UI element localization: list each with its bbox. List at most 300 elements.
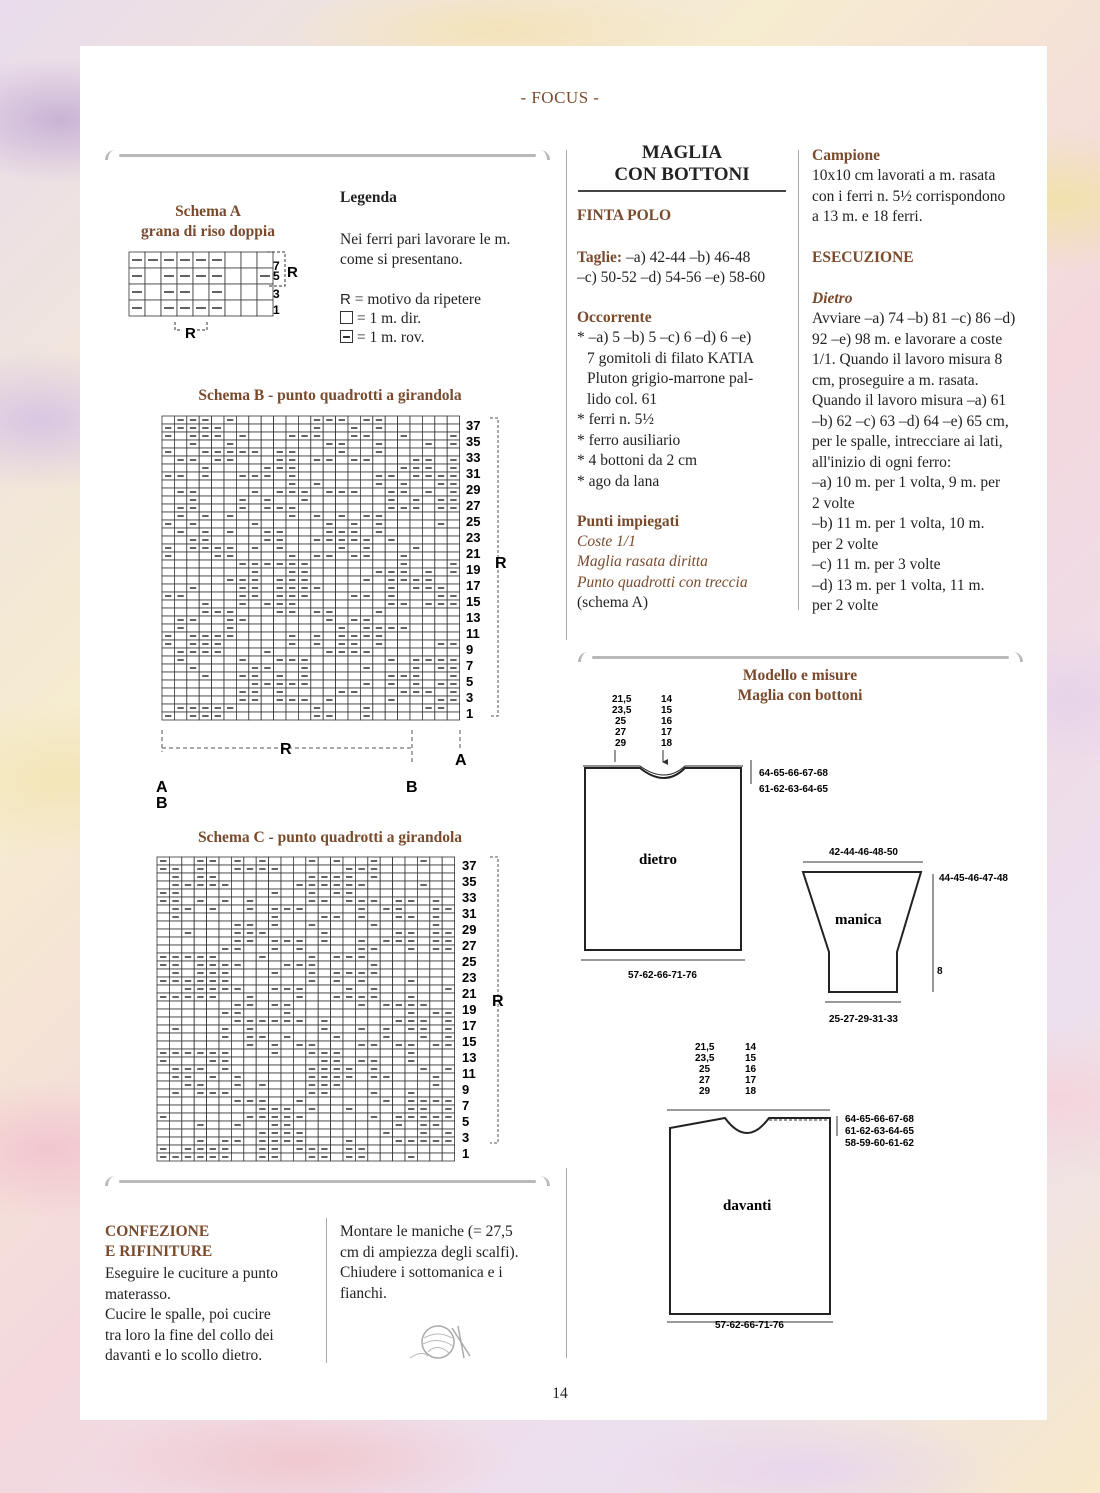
stitch-cell — [410, 616, 422, 624]
schema-a-title: Schema A — [175, 203, 241, 220]
schema-a-repeat-r: R — [287, 264, 298, 281]
stitch-cell — [231, 1033, 243, 1041]
esecuzione-line: 2 volte — [812, 494, 855, 512]
stitch-cell — [236, 632, 248, 640]
stitch-cell — [293, 897, 305, 905]
stitch-cell — [368, 1033, 380, 1041]
page-header: - FOCUS - — [520, 88, 600, 107]
stitch-cell — [442, 1073, 454, 1081]
stitch-cell — [182, 873, 194, 881]
stitch-cell — [410, 592, 422, 600]
stitch-cell — [212, 480, 224, 488]
stitch-cell — [442, 1049, 454, 1057]
modello-title-2: Maglia con bottoni — [737, 687, 863, 704]
stitch-cell — [187, 656, 199, 664]
stitch-cell — [174, 576, 186, 584]
stitch-cell — [336, 576, 348, 584]
stitch-cell — [430, 1105, 442, 1113]
stitch-cell — [373, 648, 385, 656]
stitch-cell — [343, 1009, 355, 1017]
esecuzione-line: 1/1. Quando il lavoro misura 8 — [812, 351, 1003, 368]
stitch-cell — [293, 1121, 305, 1129]
stitch-cell — [380, 1121, 392, 1129]
stitch-cell — [355, 985, 367, 993]
stitch-cell — [360, 480, 372, 488]
stitch-cell — [261, 456, 273, 464]
stitch-cell — [348, 496, 360, 504]
stitch-cell — [422, 480, 434, 488]
stitch-cell — [286, 664, 298, 672]
stitch-cell — [417, 1089, 429, 1097]
stitch-cell — [442, 1121, 454, 1129]
stitch-cell — [298, 448, 310, 456]
stitch-cell — [199, 440, 211, 448]
stitch-cell — [360, 640, 372, 648]
stitch-cell — [281, 1145, 293, 1153]
stitch-cell — [385, 440, 397, 448]
stitch-cell — [244, 1065, 256, 1073]
stitch-cell — [194, 1033, 206, 1041]
stitch-cell — [257, 252, 273, 268]
stitch-cell — [405, 1121, 417, 1129]
stitch-cell — [286, 544, 298, 552]
stitch-cell — [435, 424, 447, 432]
stitch-cell — [269, 961, 281, 969]
stitch-cell — [331, 985, 343, 993]
stitch-cell — [331, 865, 343, 873]
stitch-cell — [385, 704, 397, 712]
stitch-cell — [182, 1057, 194, 1065]
stitch-cell — [343, 977, 355, 985]
stitch-cell — [393, 1057, 405, 1065]
stitch-cell — [422, 544, 434, 552]
legend-dir-row — [340, 309, 421, 330]
stitch-cell — [162, 464, 174, 472]
stitch-cell — [380, 873, 392, 881]
stitch-cell — [348, 448, 360, 456]
stitch-cell — [207, 1065, 219, 1073]
stitch-cell — [231, 1129, 243, 1137]
stitch-cell — [373, 680, 385, 688]
stitch-cell — [373, 544, 385, 552]
stitch-cell — [207, 937, 219, 945]
stitch-cell — [368, 1137, 380, 1145]
stitch-cell — [380, 897, 392, 905]
stitch-cell — [398, 456, 410, 464]
stitch-cell — [169, 929, 181, 937]
stitch-cell — [194, 1017, 206, 1025]
stitch-cell — [162, 488, 174, 496]
stitch-cell — [169, 985, 181, 993]
stitch-cell — [368, 1129, 380, 1137]
stitch-cell — [293, 873, 305, 881]
stitch-cell — [182, 1137, 194, 1145]
davanti-label: davanti — [723, 1198, 772, 1214]
stitch-cell — [157, 1121, 169, 1129]
stitch-cell — [355, 1105, 367, 1113]
stitch-cell — [182, 1113, 194, 1121]
stitch-cell — [447, 632, 459, 640]
stitch-cell — [169, 1009, 181, 1017]
stitch-cell — [212, 472, 224, 480]
stitch-cell — [323, 584, 335, 592]
stitch-cell — [318, 1137, 330, 1145]
stitch-cell — [199, 560, 211, 568]
stitch-cell — [405, 905, 417, 913]
stitch-cell — [274, 432, 286, 440]
stitch-cell — [224, 656, 236, 664]
stitch-cell — [249, 536, 261, 544]
stitch-cell — [442, 873, 454, 881]
stitch-cell — [219, 1121, 231, 1129]
stitch-cell — [236, 480, 248, 488]
row-label: 7 — [466, 658, 474, 673]
stitch-cell — [256, 905, 268, 913]
stitch-cell — [343, 1033, 355, 1041]
stitch-cell — [261, 512, 273, 520]
stitch-cell — [373, 432, 385, 440]
stitch-cell — [219, 929, 231, 937]
stitch-cell — [261, 440, 273, 448]
stitch-cell — [373, 488, 385, 496]
stitch-cell — [212, 696, 224, 704]
occorrente-item: * ago da lana — [577, 472, 660, 490]
stitch-cell — [241, 252, 257, 268]
stitch-cell — [256, 1009, 268, 1017]
stitch-cell — [224, 600, 236, 608]
stitch-cell — [194, 929, 206, 937]
stitch-cell — [231, 993, 243, 1001]
stitch-cell — [162, 648, 174, 656]
stitch-cell — [236, 568, 248, 576]
stitch-cell — [224, 432, 236, 440]
stitch-cell — [182, 1009, 194, 1017]
stitch-cell — [162, 616, 174, 624]
esecuzione-line: –a) 10 m. per 1 volta, 9 m. per — [812, 474, 1001, 491]
stitch-cell — [331, 929, 343, 937]
stitch-cell — [435, 632, 447, 640]
stitch-cell — [385, 424, 397, 432]
stitch-cell — [331, 905, 343, 913]
stitch-cell — [343, 961, 355, 969]
stitch-cell — [385, 632, 397, 640]
stitch-cell — [187, 576, 199, 584]
stitch-cell — [410, 568, 422, 576]
stitch-cell — [398, 536, 410, 544]
stitch-cell — [331, 1137, 343, 1145]
stitch-cell — [311, 568, 323, 576]
stitch-cell — [207, 945, 219, 953]
row-label: 19 — [466, 562, 481, 577]
stitch-cell — [207, 1025, 219, 1033]
stitch-cell — [236, 488, 248, 496]
stitch-cell — [393, 977, 405, 985]
stitch-cell — [298, 608, 310, 616]
stitch-cell — [336, 600, 348, 608]
stitch-cell — [281, 993, 293, 1001]
stitch-cell — [241, 268, 257, 284]
stitch-cell — [261, 584, 273, 592]
stitch-cell — [348, 672, 360, 680]
stitch-cell — [393, 945, 405, 953]
stitch-cell — [336, 656, 348, 664]
stitch-cell — [422, 512, 434, 520]
stitch-cell — [380, 921, 392, 929]
stitch-cell — [393, 1009, 405, 1017]
confezione-line: Montare le maniche (= 27,5 — [340, 1223, 513, 1240]
neck-right-1: 14 — [661, 694, 673, 705]
stitch-cell — [236, 624, 248, 632]
davanti-schematic — [667, 1042, 914, 1331]
stitch-cell — [348, 512, 360, 520]
stitch-cell — [336, 680, 348, 688]
stitch-cell — [257, 300, 273, 316]
stitch-cell — [261, 544, 273, 552]
stitch-cell — [249, 496, 261, 504]
row-label: 5 — [462, 1114, 470, 1129]
stitch-cell — [281, 1073, 293, 1081]
stitch-cell — [323, 432, 335, 440]
stitch-cell — [422, 552, 434, 560]
stitch-cell — [187, 448, 199, 456]
stitch-cell — [256, 969, 268, 977]
stitch-cell — [422, 560, 434, 568]
stitch-cell — [336, 608, 348, 616]
stitch-cell — [435, 512, 447, 520]
stitch-cell — [323, 576, 335, 584]
stitch-cell — [274, 552, 286, 560]
esecuzione-line: all'inizio di ogni ferro: — [812, 453, 952, 471]
stitch-cell — [219, 1129, 231, 1137]
stitch-cell — [281, 1153, 293, 1161]
stitch-cell — [182, 1097, 194, 1105]
stitch-cell — [174, 688, 186, 696]
stitch-cell — [281, 945, 293, 953]
stitch-cell — [306, 865, 318, 873]
stitch-cell — [224, 712, 236, 720]
stitch-cell — [157, 905, 169, 913]
stitch-cell — [219, 1097, 231, 1105]
stitch-cell — [212, 680, 224, 688]
stitch-cell — [293, 865, 305, 873]
stitch-cell — [219, 889, 231, 897]
stitch-cell — [398, 528, 410, 536]
row-label: 3 — [466, 690, 474, 705]
stitch-cell — [162, 560, 174, 568]
stitch-cell — [323, 680, 335, 688]
stitch-cell — [417, 945, 429, 953]
stitch-cell — [212, 416, 224, 424]
schema-b-title: Schema B - punto quadrotti a girandola — [198, 387, 462, 404]
stitch-cell — [393, 1145, 405, 1153]
stitch-cell — [256, 921, 268, 929]
manica-cuff: 8 — [937, 966, 943, 977]
stitch-cell — [231, 1113, 243, 1121]
stitch-cell — [422, 520, 434, 528]
stitch-cell — [373, 536, 385, 544]
stitch-cell — [187, 480, 199, 488]
stitch-cell — [199, 592, 211, 600]
stitch-cell — [162, 584, 174, 592]
stitch-cell — [435, 608, 447, 616]
stitch-cell — [398, 416, 410, 424]
stitch-cell — [261, 480, 273, 488]
stitch-cell — [435, 560, 447, 568]
stitch-cell — [373, 712, 385, 720]
stitch-cell — [368, 977, 380, 985]
stitch-cell — [224, 504, 236, 512]
stitch-cell — [162, 416, 174, 424]
stitch-cell — [393, 1129, 405, 1137]
stitch-cell — [212, 576, 224, 584]
stitch-cell — [318, 921, 330, 929]
row-label: 23 — [466, 530, 481, 545]
stitch-cell — [336, 424, 348, 432]
stitch-cell — [249, 632, 261, 640]
stitch-cell — [355, 921, 367, 929]
stitch-cell — [311, 672, 323, 680]
stitch-cell — [207, 1033, 219, 1041]
occorrente-item: 7 gomitoli di filato KATIA — [587, 349, 755, 367]
manica-outline — [803, 872, 921, 992]
stitch-cell — [355, 1073, 367, 1081]
stitch-cell — [435, 624, 447, 632]
stitch-cell — [281, 1049, 293, 1057]
stitch-cell — [199, 656, 211, 664]
stitch-cell — [417, 953, 429, 961]
stitch-cell — [231, 977, 243, 985]
stitch-cell — [380, 1065, 392, 1073]
stitch-cell — [318, 1041, 330, 1049]
stitch-cell — [145, 268, 161, 284]
stitch-cell — [219, 1041, 231, 1049]
stitch-cell — [336, 616, 348, 624]
esecuzione-line: per 2 volte — [812, 597, 879, 614]
stitch-cell — [348, 544, 360, 552]
stitch-cell — [380, 969, 392, 977]
stitch-cell — [231, 1057, 243, 1065]
stitch-cell — [194, 1001, 206, 1009]
stitch-cell — [224, 496, 236, 504]
stitch-cell — [169, 1081, 181, 1089]
stitch-cell — [398, 520, 410, 528]
stitch-cell — [236, 544, 248, 552]
column-rule-1 — [566, 150, 567, 640]
stitch-cell — [169, 1017, 181, 1025]
esecuzione-line: –d) 13 m. per 1 volta, 11 m. — [812, 576, 985, 594]
esecuzione-line: Quando il lavoro misura –a) 61 — [812, 392, 1007, 409]
confezione-text-2 — [340, 1222, 560, 1304]
stitch-cell — [360, 584, 372, 592]
stitch-cell — [244, 945, 256, 953]
stitch-cell — [162, 528, 174, 536]
stitch-cell — [274, 704, 286, 712]
stitch-cell — [174, 520, 186, 528]
stitch-cell — [430, 1057, 442, 1065]
stitch-cell — [281, 897, 293, 905]
stitch-cell — [318, 1009, 330, 1017]
stitch-cell — [169, 1057, 181, 1065]
stitch-cell — [348, 664, 360, 672]
stitch-cell — [355, 857, 367, 865]
stitch-cell — [323, 640, 335, 648]
stitch-cell — [261, 696, 273, 704]
dietro-width: 57-62-66-71-76 — [628, 970, 697, 981]
stitch-cell — [368, 1105, 380, 1113]
stitch-cell — [410, 440, 422, 448]
stitch-cell — [422, 448, 434, 456]
stitch-cell — [162, 504, 174, 512]
esecuzione-text — [812, 309, 1027, 617]
taglie-label: Taglie: — [577, 249, 623, 266]
stitch-cell — [318, 985, 330, 993]
stitch-cell — [380, 953, 392, 961]
stitch-cell — [447, 528, 459, 536]
stitch-cell — [435, 536, 447, 544]
stitch-cell — [269, 929, 281, 937]
stitch-cell — [162, 512, 174, 520]
stitch-cell — [293, 1073, 305, 1081]
stitch-cell — [318, 953, 330, 961]
stitch-cell — [355, 1033, 367, 1041]
stitch-cell — [442, 977, 454, 985]
stitch-cell — [194, 921, 206, 929]
stitch-cell — [274, 568, 286, 576]
stitch-cell — [231, 1065, 243, 1073]
occorrente-list — [577, 328, 787, 492]
schema-a-row-5: 5 — [273, 269, 280, 283]
stitch-cell — [323, 624, 335, 632]
stitch-cell — [224, 664, 236, 672]
stitch-cell — [169, 937, 181, 945]
stitch-cell — [442, 1057, 454, 1065]
stitch-cell — [207, 1129, 219, 1137]
stitch-cell — [385, 648, 397, 656]
stitch-cell — [298, 544, 310, 552]
stitch-cell — [306, 1057, 318, 1065]
stitch-cell — [244, 881, 256, 889]
stitch-cell — [393, 1065, 405, 1073]
row-label: 31 — [466, 466, 481, 481]
stitch-cell — [244, 913, 256, 921]
stitch-cell — [398, 664, 410, 672]
stitch-cell — [162, 624, 174, 632]
stitch-cell — [398, 640, 410, 648]
stitch-cell — [269, 857, 281, 865]
stitch-cell — [311, 648, 323, 656]
stitch-cell — [343, 1001, 355, 1009]
stitch-cell — [323, 544, 335, 552]
stitch-cell — [219, 857, 231, 865]
stitch-cell — [355, 1137, 367, 1145]
stitch-cell — [261, 488, 273, 496]
stitch-cell — [336, 456, 348, 464]
stitch-cell — [194, 1105, 206, 1113]
stitch-cell — [256, 1041, 268, 1049]
stitch-cell — [447, 704, 459, 712]
stitch-cell — [355, 1081, 367, 1089]
stitch-cell — [281, 1089, 293, 1097]
stitch-cell — [331, 1105, 343, 1113]
article-subtitle: FINTA POLO — [577, 207, 672, 224]
stitch-cell — [194, 1009, 206, 1017]
stitch-cell — [306, 1129, 318, 1137]
confezione-line: davanti e lo scollo dietro. — [105, 1347, 263, 1364]
stitch-cell — [212, 496, 224, 504]
confezione-line: cm di ampiezza degli scalfi). — [340, 1243, 519, 1261]
stitch-cell — [274, 440, 286, 448]
stitch-cell — [380, 961, 392, 969]
